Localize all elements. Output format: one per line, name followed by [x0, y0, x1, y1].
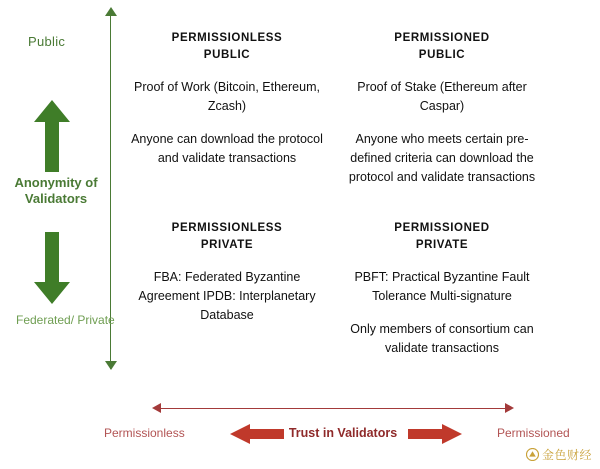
- quadrant-title: [128, 30, 326, 64]
- quadrant-permissionless-public: [128, 30, 326, 168]
- quadrant-title-line2: PRIVATE: [200, 239, 254, 251]
- axis-label-federated-private: Federated/ Private: [16, 313, 115, 327]
- quadrant-paragraph: PBFT: Practical Byzantine Fault Tolerance Multi-signature: [354, 270, 530, 303]
- axis-label-trust-in-validators: Trust in Validators: [288, 426, 398, 440]
- watermark-logo-icon: [526, 448, 539, 461]
- quadrant-title: [338, 220, 546, 254]
- quadrant-title-line2: PRIVATE: [415, 239, 469, 251]
- quadrant-paragraph: FBA: Federated Byzantine Agreement IPDB: Interplanetary Database: [138, 270, 316, 322]
- quadrant-paragraph: Anyone can download the protocol and validate transactions: [131, 132, 323, 165]
- anonymity-up-arrow-icon: [34, 100, 70, 172]
- quadrant-title-line1: PERMISSIONLESS: [171, 32, 283, 44]
- quadrant-paragraph: Proof of Stake (Ethereum after Caspar): [357, 80, 527, 113]
- quadrant-title-line1: PERMISSIONED: [394, 222, 490, 234]
- axis-label-anonymity-of-validators: Anonymity of Validators: [14, 175, 98, 206]
- axis-label-public: Public: [28, 34, 66, 49]
- quadrant-paragraph: Anyone who meets certain pre-defined criteria can download the protocol and validate transactions: [348, 132, 536, 184]
- vertical-axis-arrow-up-icon: [105, 7, 117, 16]
- trust-right-arrow-icon: [408, 424, 462, 444]
- horizontal-axis-arrow-left-icon: [152, 403, 161, 413]
- vertical-axis-arrow-down-icon: [105, 361, 117, 370]
- quadrant-paragraph: Only members of consortium can validate transactions: [350, 322, 534, 355]
- quadrant-title-line1: PERMISSIONED: [394, 32, 490, 44]
- trust-left-arrow-icon: [230, 424, 284, 444]
- anonymity-down-arrow-icon: [34, 232, 70, 304]
- quadrant-title-line2: PUBLIC: [418, 49, 466, 61]
- watermark: [526, 446, 592, 463]
- quadrant-permissioned-private: [338, 220, 546, 358]
- horizontal-axis-arrow-right-icon: [505, 403, 514, 413]
- quadrant-title-line1: PERMISSIONLESS: [171, 222, 283, 234]
- watermark-text: 金色财经: [541, 448, 592, 462]
- quadrant-title: [338, 30, 546, 64]
- quadrant-title-line2: PUBLIC: [203, 49, 251, 61]
- quadrant-paragraph: Proof of Work (Bitcoin, Ethereum, Zcash): [134, 80, 320, 113]
- axis-label-permissionless: Permissionless: [104, 426, 185, 440]
- quadrant-title: [128, 220, 326, 254]
- quadrant-permissionless-private: [128, 220, 326, 325]
- horizontal-axis-line: [160, 408, 507, 409]
- quadrant-permissioned-public: [338, 30, 546, 187]
- axis-label-permissioned: Permissioned: [497, 426, 570, 440]
